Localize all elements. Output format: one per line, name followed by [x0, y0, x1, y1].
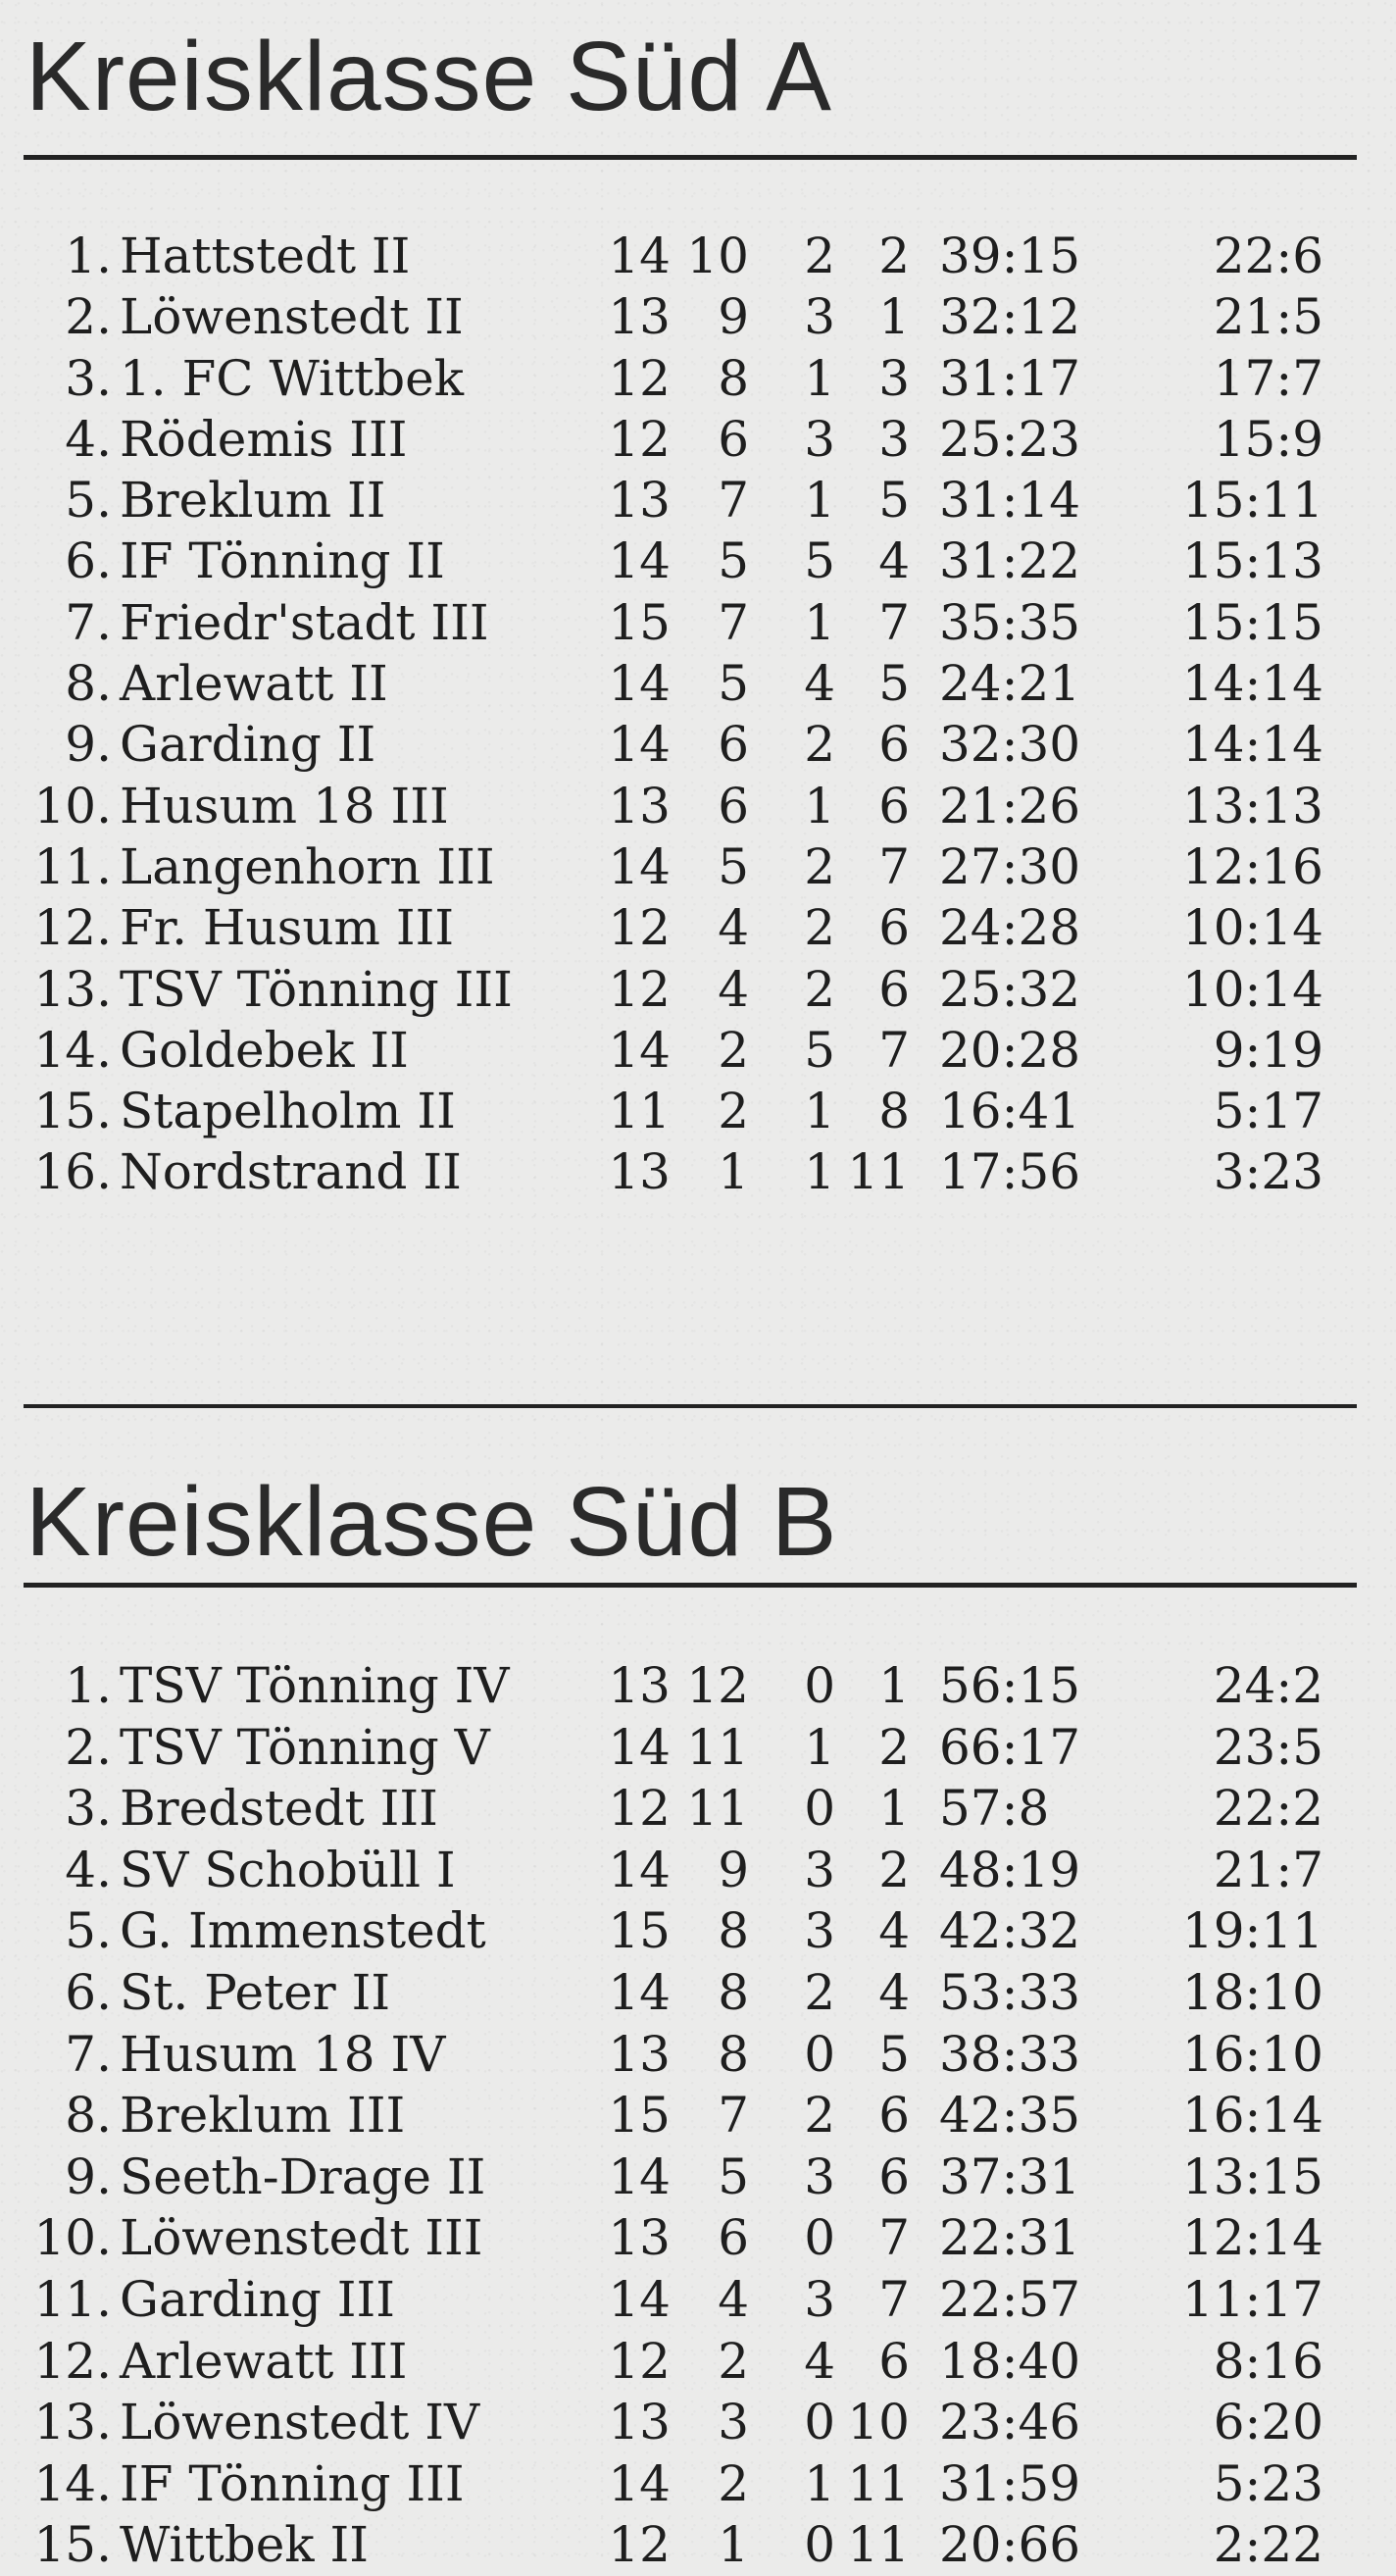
points-ratio: 12:16 — [1181, 837, 1323, 895]
goal-ratio: 31:14 — [939, 472, 1081, 530]
rank-cell: 8. — [65, 2087, 112, 2145]
team-name: Rödemis III — [120, 410, 408, 468]
team-name: Löwenstedt III — [120, 2209, 483, 2267]
standings-table — [0, 226, 1396, 1203]
table-row — [0, 897, 1396, 958]
rank-cell: 13. — [33, 2394, 112, 2451]
goal-ratio: 32:12 — [939, 288, 1081, 346]
games-lost: 11 — [847, 2516, 910, 2574]
games-lost: 6 — [878, 2147, 910, 2205]
team-name: Hattstedt II — [120, 227, 411, 284]
games-drawn: 3 — [804, 2270, 835, 2328]
points-ratio: 22:6 — [1213, 227, 1323, 284]
games-played: 15 — [608, 2087, 671, 2145]
games-lost: 6 — [878, 716, 910, 774]
games-won: 8 — [718, 349, 749, 407]
team-name: IF Tönning III — [120, 2454, 465, 2512]
goal-ratio: 38:33 — [939, 2025, 1081, 2083]
games-drawn: 3 — [804, 2147, 835, 2205]
goal-ratio: 56:15 — [939, 1657, 1081, 1714]
games-played: 13 — [608, 2025, 671, 2083]
table-row — [0, 348, 1396, 409]
goal-ratio: 48:19 — [939, 1841, 1081, 1898]
games-won: 6 — [718, 2209, 749, 2267]
games-lost: 5 — [878, 655, 910, 713]
games-won: 11 — [686, 1718, 749, 1776]
games-drawn: 0 — [804, 2394, 835, 2451]
points-ratio: 13:15 — [1181, 2147, 1323, 2205]
games-played: 14 — [608, 227, 671, 284]
goal-ratio: 66:17 — [939, 1718, 1081, 1776]
points-ratio: 9:19 — [1213, 1021, 1323, 1079]
team-name: IF Tönning II — [120, 532, 445, 590]
games-lost: 2 — [878, 227, 910, 284]
games-won: 8 — [718, 1963, 749, 2021]
rank-cell: 13. — [33, 960, 112, 1018]
team-name: Breklum III — [120, 2087, 406, 2145]
goal-ratio: 27:30 — [939, 837, 1081, 895]
table-row — [0, 470, 1396, 530]
games-lost: 4 — [878, 532, 910, 590]
games-played: 14 — [608, 1841, 671, 1898]
rank-cell: 6. — [65, 532, 112, 590]
rank-cell: 4. — [65, 1841, 112, 1898]
table-row — [0, 2514, 1396, 2576]
team-name: Friedr'stadt III — [120, 593, 489, 651]
games-lost: 5 — [878, 2025, 910, 2083]
games-played: 14 — [608, 532, 671, 590]
table-row — [0, 653, 1396, 714]
games-lost: 6 — [878, 2332, 910, 2390]
goal-ratio: 18:40 — [939, 2332, 1081, 2390]
games-drawn: 4 — [804, 2332, 835, 2390]
rank-cell: 14. — [33, 2454, 112, 2512]
games-drawn: 0 — [804, 2025, 835, 2083]
games-won: 5 — [718, 837, 749, 895]
games-played: 13 — [608, 288, 671, 346]
games-lost: 7 — [878, 837, 910, 895]
goal-ratio: 31:22 — [939, 532, 1081, 590]
team-name: Breklum II — [120, 472, 386, 530]
goal-ratio: 53:33 — [939, 1963, 1081, 2021]
games-lost: 1 — [878, 1657, 910, 1714]
table-row — [0, 2269, 1396, 2331]
points-ratio: 15:15 — [1181, 593, 1323, 651]
rank-cell: 11. — [33, 837, 112, 895]
games-drawn: 2 — [804, 960, 835, 1018]
points-ratio: 5:23 — [1213, 2454, 1323, 2512]
goal-ratio: 57:8 — [939, 1780, 1050, 1838]
table-row — [0, 1717, 1396, 1779]
games-drawn: 3 — [804, 1902, 835, 1960]
rank-cell: 8. — [65, 655, 112, 713]
games-won: 2 — [718, 2332, 749, 2390]
games-lost: 11 — [847, 1143, 910, 1201]
points-ratio: 22:2 — [1213, 1780, 1323, 1838]
games-played: 12 — [608, 1780, 671, 1838]
table-row — [0, 2453, 1396, 2515]
rank-cell: 3. — [65, 349, 112, 407]
rank-cell: 10. — [33, 2209, 112, 2267]
table-row — [0, 2147, 1396, 2208]
table-row — [0, 1141, 1396, 1202]
table-row — [0, 1020, 1396, 1081]
games-lost: 3 — [878, 349, 910, 407]
games-lost: 4 — [878, 1963, 910, 2021]
team-name: Wittbek II — [120, 2516, 369, 2574]
table-row — [0, 1962, 1396, 2024]
title-underline — [24, 1583, 1357, 1588]
points-ratio: 14:14 — [1181, 655, 1323, 713]
team-name: Bredstedt III — [120, 1780, 438, 1838]
rank-cell: 3. — [65, 1780, 112, 1838]
games-drawn: 1 — [804, 349, 835, 407]
games-won: 2 — [718, 1021, 749, 1079]
games-lost: 3 — [878, 410, 910, 468]
rank-cell: 5. — [65, 1902, 112, 1960]
table-row — [0, 714, 1396, 775]
team-name: Goldebek II — [120, 1021, 409, 1079]
games-won: 7 — [718, 593, 749, 651]
games-won: 12 — [686, 1657, 749, 1714]
points-ratio: 21:5 — [1213, 288, 1323, 346]
points-ratio: 11:17 — [1181, 2270, 1323, 2328]
games-lost: 6 — [878, 777, 910, 834]
games-won: 4 — [718, 899, 749, 957]
table-row — [0, 836, 1396, 897]
table-row — [0, 2207, 1396, 2269]
rank-cell: 7. — [65, 593, 112, 651]
section-divider — [24, 1404, 1357, 1408]
games-played: 12 — [608, 349, 671, 407]
points-ratio: 15:13 — [1181, 532, 1323, 590]
games-played: 12 — [608, 2516, 671, 2574]
table-row — [0, 1081, 1396, 1141]
games-won: 7 — [718, 472, 749, 530]
table-row — [0, 1900, 1396, 1962]
games-played: 13 — [608, 1657, 671, 1714]
games-drawn: 2 — [804, 2087, 835, 2145]
games-played: 14 — [608, 1021, 671, 1079]
points-ratio: 21:7 — [1213, 1841, 1323, 1898]
games-won: 3 — [718, 2394, 749, 2451]
games-won: 10 — [686, 227, 749, 284]
games-played: 13 — [608, 2394, 671, 2451]
rank-cell: 12. — [33, 899, 112, 957]
table-row — [0, 1840, 1396, 1901]
games-drawn: 2 — [804, 716, 835, 774]
team-name: Husum 18 III — [120, 777, 449, 834]
games-won: 8 — [718, 2025, 749, 2083]
goal-ratio: 23:46 — [939, 2394, 1081, 2451]
games-drawn: 2 — [804, 899, 835, 957]
team-name: Nordstrand II — [120, 1143, 462, 1201]
rank-cell: 9. — [65, 716, 112, 774]
points-ratio: 6:20 — [1213, 2394, 1323, 2451]
games-won: 6 — [718, 410, 749, 468]
games-lost: 1 — [878, 288, 910, 346]
goal-ratio: 22:57 — [939, 2270, 1081, 2328]
games-drawn: 1 — [804, 1718, 835, 1776]
section-title: Kreisklasse Süd A — [25, 22, 832, 131]
games-lost: 1 — [878, 1780, 910, 1838]
games-lost: 5 — [878, 472, 910, 530]
points-ratio: 5:17 — [1213, 1083, 1323, 1140]
table-row — [0, 530, 1396, 591]
games-played: 11 — [608, 1083, 671, 1140]
goal-ratio: 25:23 — [939, 410, 1081, 468]
goal-ratio: 16:41 — [939, 1083, 1081, 1140]
points-ratio: 16:14 — [1181, 2087, 1323, 2145]
games-won: 5 — [718, 532, 749, 590]
rank-cell: 6. — [65, 1963, 112, 2021]
table-row — [0, 776, 1396, 836]
games-drawn: 4 — [804, 655, 835, 713]
table-row — [0, 226, 1396, 286]
table-row — [0, 2085, 1396, 2147]
games-lost: 7 — [878, 593, 910, 651]
games-played: 13 — [608, 2209, 671, 2267]
games-drawn: 0 — [804, 2209, 835, 2267]
rank-cell: 1. — [65, 227, 112, 284]
goal-ratio: 39:15 — [939, 227, 1081, 284]
rank-cell: 15. — [33, 1083, 112, 1140]
team-name: Garding II — [120, 716, 376, 774]
rank-cell: 5. — [65, 472, 112, 530]
points-ratio: 10:14 — [1181, 899, 1323, 957]
games-won: 4 — [718, 960, 749, 1018]
table-row — [0, 2331, 1396, 2393]
rank-cell: 12. — [33, 2332, 112, 2390]
goal-ratio: 31:59 — [939, 2454, 1081, 2512]
games-drawn: 0 — [804, 1780, 835, 1838]
games-won: 4 — [718, 2270, 749, 2328]
rank-cell: 2. — [65, 1718, 112, 1776]
games-played: 12 — [608, 2332, 671, 2390]
games-drawn: 5 — [804, 1021, 835, 1079]
games-played: 14 — [608, 1963, 671, 2021]
points-ratio: 15:11 — [1181, 472, 1323, 530]
team-name: Arlewatt III — [120, 2332, 408, 2390]
points-ratio: 12:14 — [1181, 2209, 1323, 2267]
games-played: 14 — [608, 2147, 671, 2205]
games-played: 15 — [608, 1902, 671, 1960]
goal-ratio: 17:56 — [939, 1143, 1081, 1201]
rank-cell: 15. — [33, 2516, 112, 2574]
games-lost: 7 — [878, 2270, 910, 2328]
points-ratio: 8:16 — [1213, 2332, 1323, 2390]
rank-cell: 11. — [33, 2270, 112, 2328]
games-won: 2 — [718, 2454, 749, 2512]
team-name: G. Immenstedt — [120, 1902, 486, 1960]
team-name: Löwenstedt II — [120, 288, 464, 346]
points-ratio: 3:23 — [1213, 1143, 1323, 1201]
games-won: 11 — [686, 1780, 749, 1838]
games-won: 2 — [718, 1083, 749, 1140]
team-name: Stapelholm II — [120, 1083, 456, 1140]
games-lost: 2 — [878, 1841, 910, 1898]
goal-ratio: 25:32 — [939, 960, 1081, 1018]
points-ratio: 10:14 — [1181, 960, 1323, 1018]
games-played: 14 — [608, 1718, 671, 1776]
games-won: 8 — [718, 1902, 749, 1960]
team-name: Garding III — [120, 2270, 396, 2328]
goal-ratio: 20:28 — [939, 1021, 1081, 1079]
games-played: 13 — [608, 472, 671, 530]
games-drawn: 3 — [804, 1841, 835, 1898]
games-played: 12 — [608, 410, 671, 468]
goal-ratio: 42:32 — [939, 1902, 1081, 1960]
games-played: 12 — [608, 899, 671, 957]
points-ratio: 24:2 — [1213, 1657, 1323, 1714]
points-ratio: 18:10 — [1181, 1963, 1323, 2021]
table-row — [0, 2392, 1396, 2453]
games-drawn: 1 — [804, 472, 835, 530]
games-drawn: 2 — [804, 227, 835, 284]
rank-cell: 9. — [65, 2147, 112, 2205]
team-name: Arlewatt II — [120, 655, 388, 713]
games-won: 9 — [718, 1841, 749, 1898]
table-row — [0, 409, 1396, 470]
games-played: 15 — [608, 593, 671, 651]
table-row — [0, 959, 1396, 1020]
team-name: Löwenstedt IV — [120, 2394, 480, 2451]
goal-ratio: 20:66 — [939, 2516, 1081, 2574]
points-ratio: 16:10 — [1181, 2025, 1323, 2083]
team-name: 1. FC Wittbek — [120, 349, 465, 407]
rank-cell: 14. — [33, 1021, 112, 1079]
games-played: 14 — [608, 2270, 671, 2328]
games-drawn: 1 — [804, 777, 835, 834]
games-played: 14 — [608, 716, 671, 774]
games-lost: 8 — [878, 1083, 910, 1140]
games-lost: 11 — [847, 2454, 910, 2512]
games-lost: 6 — [878, 899, 910, 957]
games-won: 9 — [718, 288, 749, 346]
goal-ratio: 37:31 — [939, 2147, 1081, 2205]
points-ratio: 14:14 — [1181, 716, 1323, 774]
games-won: 5 — [718, 655, 749, 713]
games-lost: 10 — [847, 2394, 910, 2451]
table-row — [0, 2024, 1396, 2086]
team-name: SV Schobüll I — [120, 1841, 456, 1898]
games-lost: 2 — [878, 1718, 910, 1776]
games-drawn: 2 — [804, 1963, 835, 2021]
rank-cell: 1. — [65, 1657, 112, 1714]
team-name: Fr. Husum III — [120, 899, 455, 957]
games-drawn: 0 — [804, 1657, 835, 1714]
points-ratio: 17:7 — [1213, 349, 1323, 407]
goal-ratio: 42:35 — [939, 2087, 1081, 2145]
team-name: St. Peter II — [120, 1963, 391, 2021]
games-lost: 7 — [878, 2209, 910, 2267]
games-won: 1 — [718, 1143, 749, 1201]
games-played: 12 — [608, 960, 671, 1018]
points-ratio: 19:11 — [1181, 1902, 1323, 1960]
points-ratio: 15:9 — [1213, 410, 1323, 468]
games-lost: 6 — [878, 2087, 910, 2145]
games-drawn: 3 — [804, 288, 835, 346]
games-lost: 6 — [878, 960, 910, 1018]
team-name: Husum 18 IV — [120, 2025, 446, 2083]
games-drawn: 1 — [804, 593, 835, 651]
goal-ratio: 21:26 — [939, 777, 1081, 834]
goal-ratio: 35:35 — [939, 593, 1081, 651]
standings-table — [0, 1655, 1396, 2576]
table-row — [0, 286, 1396, 347]
games-drawn: 2 — [804, 837, 835, 895]
games-played: 14 — [608, 2454, 671, 2512]
games-played: 14 — [608, 655, 671, 713]
games-lost: 7 — [878, 1021, 910, 1079]
games-played: 13 — [608, 1143, 671, 1201]
team-name: TSV Tönning IV — [120, 1657, 510, 1714]
rank-cell: 4. — [65, 410, 112, 468]
points-ratio: 2:22 — [1213, 2516, 1323, 2574]
games-drawn: 1 — [804, 1143, 835, 1201]
title-underline — [24, 155, 1357, 160]
goal-ratio: 24:21 — [939, 655, 1081, 713]
team-name: Seeth-Drage II — [120, 2147, 486, 2205]
goal-ratio: 32:30 — [939, 716, 1081, 774]
games-drawn: 3 — [804, 410, 835, 468]
points-ratio: 13:13 — [1181, 777, 1323, 834]
team-name: TSV Tönning V — [120, 1718, 490, 1776]
table-row — [0, 1778, 1396, 1840]
games-won: 5 — [718, 2147, 749, 2205]
goal-ratio: 31:17 — [939, 349, 1081, 407]
games-played: 13 — [608, 777, 671, 834]
rank-cell: 10. — [33, 777, 112, 834]
games-won: 7 — [718, 2087, 749, 2145]
games-drawn: 5 — [804, 532, 835, 590]
games-won: 1 — [718, 2516, 749, 2574]
games-drawn: 0 — [804, 2516, 835, 2574]
team-name: TSV Tönning III — [120, 960, 513, 1018]
games-played: 14 — [608, 837, 671, 895]
games-won: 6 — [718, 777, 749, 834]
goal-ratio: 22:31 — [939, 2209, 1081, 2267]
table-row — [0, 592, 1396, 653]
games-drawn: 1 — [804, 1083, 835, 1140]
rank-cell: 7. — [65, 2025, 112, 2083]
team-name: Langenhorn III — [120, 837, 495, 895]
goal-ratio: 24:28 — [939, 899, 1081, 957]
points-ratio: 23:5 — [1213, 1718, 1323, 1776]
section-title: Kreisklasse Süd B — [25, 1467, 838, 1577]
games-won: 6 — [718, 716, 749, 774]
rank-cell: 2. — [65, 288, 112, 346]
games-lost: 4 — [878, 1902, 910, 1960]
table-row — [0, 1655, 1396, 1717]
rank-cell: 16. — [33, 1143, 112, 1201]
games-drawn: 1 — [804, 2454, 835, 2512]
